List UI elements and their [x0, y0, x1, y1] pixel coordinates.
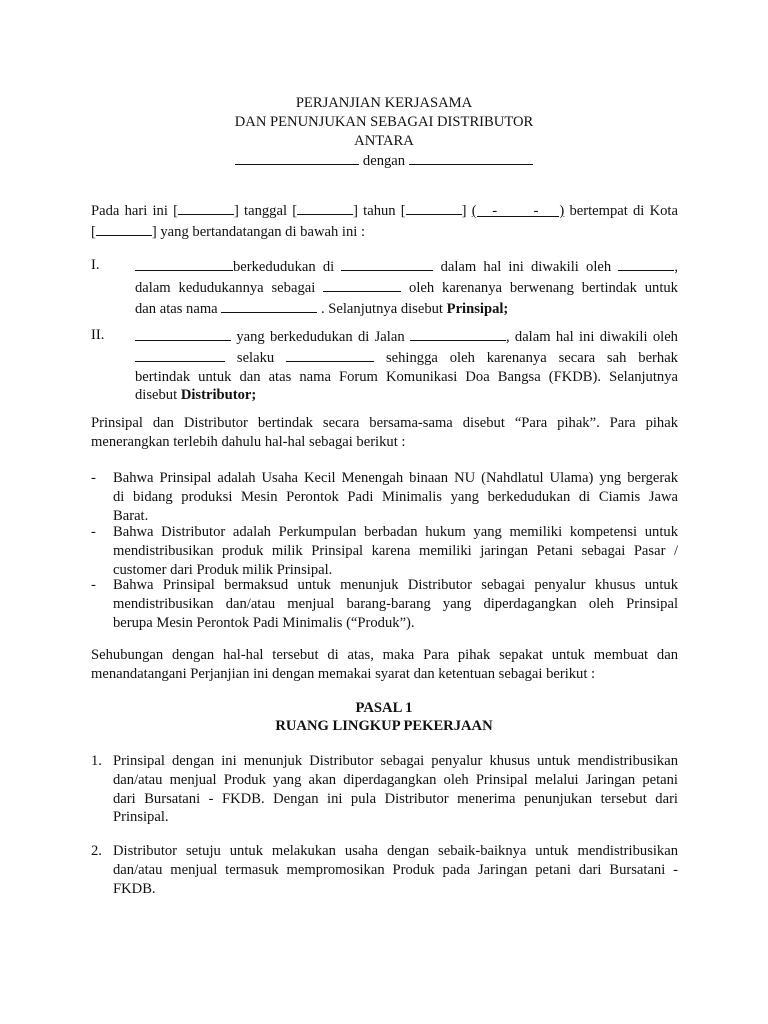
document-title	[0, 94, 768, 169]
recital-2: Bahwa Distributor adalah Perkumpulan berbadan hukum yang memiliki kompetensi untuk mendistribusikan produk milik Prinsipal karena memiliki jaringan Petani sebagai Pasar / customer dari Produk milik Prinsipal.	[113, 524, 678, 578]
party-1-body: berkedudukan di dalam hal ini diwakili oleh , dalam kedudukannya sebagai oleh karenanya berwenang bertindak untuk dan atas nama . Selanjutnya disebut Prinsipal;	[135, 256, 678, 318]
parties-intro-paragraph: Prinsipal dan Distributor bertindak secara bersama-sama disebut “Para pihak”. Para pihak menerangkan terlebih dahulu hal-hal sebagai berikut :	[91, 415, 678, 450]
title-line-2: DAN PENUNJUKAN SEBAGAI DISTRIBUTOR	[234, 113, 534, 130]
pasal-title: RUANG LINGKUP PEKERJAAN	[275, 718, 493, 734]
clause-1: Prinsipal dengan ini menunjuk Distributor sebagai penyalur khusus untuk mendistribusikan dan/atau menjual Produk yang akan diperdagangkan oleh Prinsipal melalui Jaringan petani dari Bursatani - FKDB. Dengan ini pula Distributor menerima penunjukan tersebut dari Prinsipal.	[113, 753, 678, 826]
clause-1-marker: 1.	[91, 753, 102, 769]
clause-2: Distributor setuju untuk melakukan usaha dengan sebaik-baiknya untuk mendistribusikan dan/atau menjual termasuk mempromosikan Produk pada Jaringan petani dari Bursatani - FKDB.	[113, 843, 678, 897]
blank-party-2	[409, 150, 533, 165]
party-1-marker: I.	[91, 257, 100, 273]
recital-2-marker: -	[91, 524, 96, 540]
recital-1-marker: -	[91, 470, 96, 486]
opening-paragraph	[91, 200, 678, 242]
closing-intro-paragraph: Sehubungan dengan hal-hal tersebut di atas, maka Para pihak sepakat untuk membuat dan menandatangani Perjanjian ini dengan memakai syarat dan ketentuan sebagai berikut :	[91, 647, 678, 682]
party-2-body: yang berkedudukan di Jalan , dalam hal ini diwakili oleh selaku sehingga oleh karenanya secara sah berhak bertindak untuk dan atas nama Forum Komunikasi Doa Bangsa (FKDB). Selanjutnya disebut Distributor;	[135, 326, 678, 405]
clause-2-marker: 2.	[91, 843, 102, 859]
party-2-label: Distributor;	[180, 387, 257, 404]
opening-line-2: [ ] yang bertandatangan di bawah ini :	[91, 221, 678, 242]
party-1-label: Prinsipal;	[446, 300, 509, 317]
title-line-1: PERJANJIAN KERJASAMA	[295, 95, 473, 111]
date-placeholder: ( - - )	[471, 203, 565, 219]
party-2-marker: II.	[91, 327, 105, 343]
title-line-4	[0, 150, 768, 169]
opening-line-1: Pada hari ini [ ] tanggal [ ] tahun [ ] ( - - ) bertempat di Kota	[91, 200, 678, 221]
title-line-3: ANTARA	[354, 132, 414, 149]
recital-3-marker: -	[91, 577, 96, 593]
blank-party-1	[235, 150, 359, 165]
recital-3: Bahwa Prinsipal bermaksud untuk menunjuk Distributor sebagai penyalur khusus untuk mendistribusikan dan/atau menjual barang-barang yang diperdagangkan oleh Prinsipal berupa Mesin Perontok Padi Minimalis (“Produk”).	[113, 577, 678, 631]
recital-1: Bahwa Prinsipal adalah Usaha Kecil Menengah binaan NU (Nahdlatul Ulama) yng bergerak di bidang produksi Mesin Perontok Padi Minimalis yang berkedudukan di Ciamis Jawa Barat.	[113, 470, 678, 524]
title-dengan: dengan	[362, 153, 406, 170]
pasal-number: PASAL 1	[355, 700, 413, 716]
